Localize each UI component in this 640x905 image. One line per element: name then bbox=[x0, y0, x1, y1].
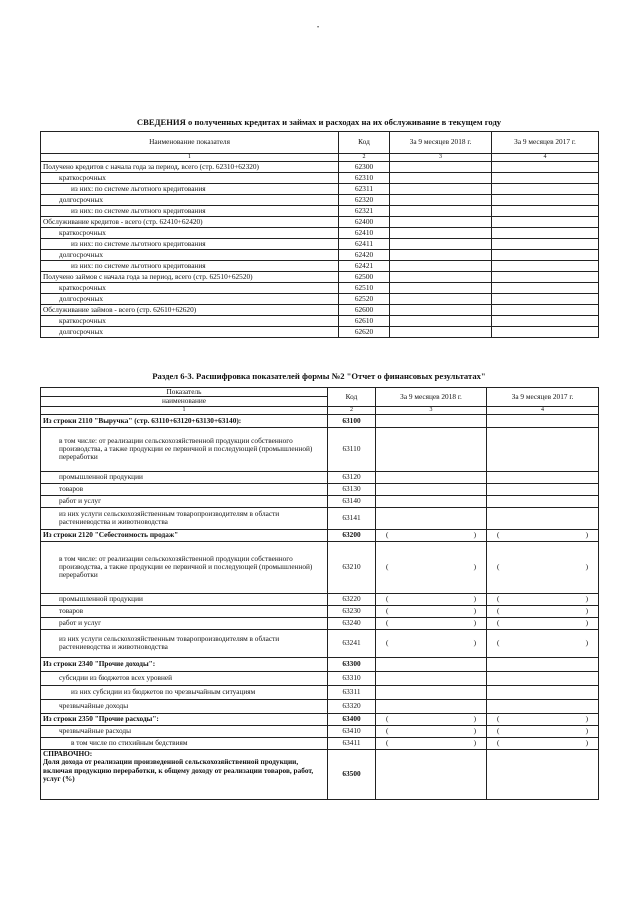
paren-open: ( bbox=[386, 594, 389, 604]
paren-open: ( bbox=[497, 530, 500, 540]
row-name: в том числе по стихийным бедствиям bbox=[41, 737, 328, 749]
table-row bbox=[41, 617, 599, 629]
value-cell bbox=[487, 725, 599, 737]
value-cell bbox=[390, 327, 492, 338]
table-row bbox=[41, 593, 599, 605]
table-row bbox=[41, 737, 599, 749]
value-cell bbox=[390, 261, 492, 272]
row-code: 62310 bbox=[339, 173, 390, 184]
header-col3: За 9 месяцев 2018 г. bbox=[390, 132, 492, 154]
row-code: 62510 bbox=[339, 283, 390, 294]
row-name: краткосрочных bbox=[41, 228, 339, 239]
value-cell bbox=[492, 261, 599, 272]
row-name: промышленной продукции bbox=[41, 471, 328, 483]
value-cell bbox=[376, 713, 487, 725]
paren-open: ( bbox=[497, 638, 500, 648]
header-col4: За 9 месяцев 2017 г. bbox=[487, 388, 599, 407]
value-cell bbox=[487, 541, 599, 593]
value-cell bbox=[492, 228, 599, 239]
paren-open: ( bbox=[497, 714, 500, 724]
row-name: промышленной продукции bbox=[41, 593, 328, 605]
value-cell bbox=[390, 294, 492, 305]
row-name: из них: по системе льготного кредитования bbox=[41, 261, 339, 272]
paren-open: ( bbox=[386, 618, 389, 628]
row-name: краткосрочных bbox=[41, 173, 339, 184]
row-name: Из строки 2110 "Выручка" (стр. 63110+63120+63130+63140): bbox=[41, 414, 328, 427]
section2-title: Раздел 6-3. Расшифровка показателей формы №2 "Отчет о финансовых результатах" bbox=[152, 371, 486, 381]
value-cell bbox=[487, 737, 599, 749]
table-row bbox=[41, 471, 599, 483]
header-num: 3 bbox=[376, 406, 487, 414]
value-cell bbox=[376, 427, 487, 471]
row-name: долгосрочных bbox=[41, 294, 339, 305]
value-cell bbox=[492, 184, 599, 195]
table-row bbox=[41, 206, 599, 217]
table-row bbox=[41, 495, 599, 507]
table-row bbox=[41, 507, 599, 529]
value-cell bbox=[487, 617, 599, 629]
value-cell bbox=[390, 283, 492, 294]
value-cell bbox=[376, 483, 487, 495]
row-code: 62600 bbox=[339, 305, 390, 316]
row-code: 63310 bbox=[328, 671, 376, 685]
value-cell bbox=[390, 272, 492, 283]
table-row bbox=[41, 162, 599, 173]
table-row bbox=[41, 671, 599, 685]
value-cell bbox=[492, 195, 599, 206]
value-cell bbox=[487, 629, 599, 657]
reference-code: 63500 bbox=[328, 749, 376, 799]
paren-close: ) bbox=[585, 594, 588, 604]
row-name: Получено займов с начала года за период, всего (стр. 62510+62520) bbox=[41, 272, 339, 283]
value-cell bbox=[376, 671, 487, 685]
row-code: 63200 bbox=[328, 529, 376, 541]
row-code: 62620 bbox=[339, 327, 390, 338]
table-row bbox=[41, 239, 599, 250]
table-row bbox=[41, 427, 599, 471]
value-cell bbox=[376, 605, 487, 617]
header-code: Код bbox=[339, 132, 390, 154]
paren-open: ( bbox=[386, 562, 389, 572]
value-cell bbox=[390, 239, 492, 250]
row-code: 62320 bbox=[339, 195, 390, 206]
value-cell bbox=[390, 228, 492, 239]
table-row bbox=[41, 173, 599, 184]
value-cell bbox=[390, 173, 492, 184]
row-code: 62311 bbox=[339, 184, 390, 195]
value-cell bbox=[376, 541, 487, 593]
value-cell bbox=[390, 206, 492, 217]
row-name: из них: по системе льготного кредитования bbox=[41, 206, 339, 217]
table-row bbox=[41, 685, 599, 699]
table-row bbox=[41, 294, 599, 305]
value-cell bbox=[487, 529, 599, 541]
value-cell bbox=[492, 305, 599, 316]
row-code: 63141 bbox=[328, 507, 376, 529]
table-row bbox=[41, 699, 599, 713]
paren-close: ) bbox=[473, 738, 476, 748]
table-row bbox=[41, 305, 599, 316]
row-name: работ и услуг bbox=[41, 617, 328, 629]
header-col4: За 9 месяцев 2017 г. bbox=[492, 132, 599, 154]
header-num: 3 bbox=[390, 154, 492, 162]
row-name: из них услуги сельскохозяйственным товаропроизводителям в области растениеводства и животноводства bbox=[41, 629, 328, 657]
table-row bbox=[41, 529, 599, 541]
row-code: 63320 bbox=[328, 699, 376, 713]
paren-close: ) bbox=[585, 606, 588, 616]
row-code: 62420 bbox=[339, 250, 390, 261]
value-cell bbox=[376, 414, 487, 427]
reference-text: Доля дохода от реализации произведенной сельскохозяйственной продукции, включая продукцию переработки, к общему доходу от реализации товаров, работ, услуг (%) bbox=[43, 757, 314, 783]
header-name: Наименование показателя bbox=[41, 132, 339, 154]
row-code: 62520 bbox=[339, 294, 390, 305]
table-row bbox=[41, 657, 599, 671]
paren-close: ) bbox=[585, 562, 588, 572]
row-code: 63300 bbox=[328, 657, 376, 671]
paren-close: ) bbox=[473, 562, 476, 572]
row-name: Получено кредитов с начала года за период, всего (стр. 62310+62320) bbox=[41, 162, 339, 173]
financial-results-table bbox=[40, 387, 599, 800]
table-row bbox=[41, 316, 599, 327]
value-cell bbox=[376, 529, 487, 541]
row-code: 63311 bbox=[328, 685, 376, 699]
paren-close: ) bbox=[585, 726, 588, 736]
row-code: 63230 bbox=[328, 605, 376, 617]
paren-close: ) bbox=[473, 618, 476, 628]
row-name: Обслуживание займов - всего (стр. 62610+62620) bbox=[41, 305, 339, 316]
value-cell bbox=[487, 749, 599, 799]
value-cell bbox=[376, 737, 487, 749]
value-cell bbox=[487, 471, 599, 483]
header-num: 2 bbox=[339, 154, 390, 162]
value-cell bbox=[492, 283, 599, 294]
value-cell bbox=[390, 162, 492, 173]
value-cell bbox=[492, 272, 599, 283]
paren-open: ( bbox=[386, 714, 389, 724]
header-indicator: Показатель bbox=[41, 388, 328, 397]
row-name: из них субсидии из бюджетов по чрезвычайным ситуациям bbox=[41, 685, 328, 699]
scan-mark: • bbox=[317, 25, 320, 31]
row-name: Из строки 2120 "Себестоимость продаж" bbox=[41, 529, 328, 541]
row-name: чрезвычайные доходы bbox=[41, 699, 328, 713]
row-code: 63240 bbox=[328, 617, 376, 629]
value-cell bbox=[492, 206, 599, 217]
paren-close: ) bbox=[473, 594, 476, 604]
row-code: 62411 bbox=[339, 239, 390, 250]
paren-open: ( bbox=[497, 562, 500, 572]
value-cell bbox=[492, 316, 599, 327]
value-cell bbox=[492, 250, 599, 261]
paren-close: ) bbox=[473, 726, 476, 736]
row-name: долгосрочных bbox=[41, 327, 339, 338]
row-name: из них: по системе льготного кредитования bbox=[41, 184, 339, 195]
value-cell bbox=[376, 617, 487, 629]
table-row bbox=[41, 261, 599, 272]
value-cell bbox=[487, 685, 599, 699]
row-name: из них: по системе льготного кредитования bbox=[41, 239, 339, 250]
value-cell bbox=[492, 173, 599, 184]
reference-cell bbox=[41, 749, 328, 799]
table-row bbox=[41, 541, 599, 593]
header-name: наименование bbox=[41, 397, 328, 406]
table-row bbox=[41, 605, 599, 617]
row-name: чрезвычайные расходы bbox=[41, 725, 328, 737]
table-row bbox=[41, 184, 599, 195]
row-code: 62610 bbox=[339, 316, 390, 327]
row-name: Из строки 2350 "Прочие расходы": bbox=[41, 713, 328, 725]
value-cell bbox=[390, 217, 492, 228]
value-cell bbox=[492, 217, 599, 228]
row-code: 63410 bbox=[328, 725, 376, 737]
table-row bbox=[41, 283, 599, 294]
table-row bbox=[41, 327, 599, 338]
header-code: Код bbox=[328, 388, 376, 407]
row-code: 63400 bbox=[328, 713, 376, 725]
value-cell bbox=[487, 414, 599, 427]
header-col3: За 9 месяцев 2018 г. bbox=[376, 388, 487, 407]
paren-open: ( bbox=[386, 738, 389, 748]
row-name: товаров bbox=[41, 605, 328, 617]
row-name: из них услуги сельскохозяйственным товаропроизводителям в области растениеводства и животноводства bbox=[41, 507, 328, 529]
value-cell bbox=[376, 749, 487, 799]
row-name: Обслуживание кредитов - всего (стр. 62410+62420) bbox=[41, 217, 339, 228]
value-cell bbox=[376, 629, 487, 657]
value-cell bbox=[487, 713, 599, 725]
paren-close: ) bbox=[585, 618, 588, 628]
paren-open: ( bbox=[497, 606, 500, 616]
paren-close: ) bbox=[585, 638, 588, 648]
value-cell bbox=[390, 184, 492, 195]
paren-close: ) bbox=[473, 530, 476, 540]
row-code: 63120 bbox=[328, 471, 376, 483]
row-name: в том числе: от реализации сельскохозяйственной продукции собственного производства, а также продукции ее первичной и последующей (промышленной) переработки bbox=[41, 427, 328, 471]
row-name: долгосрочных bbox=[41, 250, 339, 261]
table-row bbox=[41, 228, 599, 239]
section1-title: СВЕДЕНИЯ о полученных кредитах и займах и расходах на их обслуживание в текущем году bbox=[136, 117, 502, 127]
header-num: 1 bbox=[41, 154, 339, 162]
value-cell bbox=[390, 195, 492, 206]
value-cell bbox=[492, 162, 599, 173]
paren-open: ( bbox=[386, 726, 389, 736]
paren-open: ( bbox=[497, 618, 500, 628]
header-num: 4 bbox=[487, 406, 599, 414]
row-name: товаров bbox=[41, 483, 328, 495]
value-cell bbox=[376, 471, 487, 483]
value-cell bbox=[487, 593, 599, 605]
row-code: 63140 bbox=[328, 495, 376, 507]
value-cell bbox=[376, 507, 487, 529]
credits-table bbox=[40, 131, 599, 338]
value-cell bbox=[390, 250, 492, 261]
table-row bbox=[41, 713, 599, 725]
table-row bbox=[41, 725, 599, 737]
value-cell bbox=[492, 327, 599, 338]
row-name: субсидии из бюджетов всех уровней bbox=[41, 671, 328, 685]
value-cell bbox=[492, 294, 599, 305]
row-code: 63130 bbox=[328, 483, 376, 495]
paren-close: ) bbox=[585, 714, 588, 724]
row-name: краткосрочных bbox=[41, 316, 339, 327]
row-code: 63210 bbox=[328, 541, 376, 593]
value-cell bbox=[487, 605, 599, 617]
row-code: 63100 bbox=[328, 414, 376, 427]
row-code: 62400 bbox=[339, 217, 390, 228]
header-num: 4 bbox=[492, 154, 599, 162]
value-cell bbox=[487, 507, 599, 529]
row-name: в том числе: от реализации сельскохозяйственной продукции собственного производства, а также продукции ее первичной и последующей (промышленной) переработки bbox=[41, 541, 328, 593]
value-cell bbox=[390, 316, 492, 327]
row-code: 62321 bbox=[339, 206, 390, 217]
value-cell bbox=[376, 657, 487, 671]
header-num: 2 bbox=[328, 406, 376, 414]
header-num: 1 bbox=[41, 406, 328, 414]
paren-close: ) bbox=[473, 606, 476, 616]
value-cell bbox=[487, 427, 599, 471]
value-cell bbox=[390, 305, 492, 316]
paren-close: ) bbox=[473, 638, 476, 648]
value-cell bbox=[492, 239, 599, 250]
value-cell bbox=[376, 699, 487, 713]
row-name: долгосрочных bbox=[41, 195, 339, 206]
table-row bbox=[41, 195, 599, 206]
paren-open: ( bbox=[386, 638, 389, 648]
row-code: 63110 bbox=[328, 427, 376, 471]
reference-label: СПРАВОЧНО: bbox=[43, 749, 93, 758]
row-code: 63241 bbox=[328, 629, 376, 657]
table-row bbox=[41, 414, 599, 427]
row-name: краткосрочных bbox=[41, 283, 339, 294]
value-cell bbox=[487, 699, 599, 713]
row-code: 62500 bbox=[339, 272, 390, 283]
row-code: 63220 bbox=[328, 593, 376, 605]
table-row bbox=[41, 217, 599, 228]
paren-close: ) bbox=[585, 530, 588, 540]
row-code: 62421 bbox=[339, 261, 390, 272]
paren-close: ) bbox=[473, 714, 476, 724]
value-cell bbox=[487, 495, 599, 507]
table-row bbox=[41, 483, 599, 495]
paren-open: ( bbox=[497, 738, 500, 748]
row-name: Из строки 2340 "Прочие доходы": bbox=[41, 657, 328, 671]
value-cell bbox=[487, 671, 599, 685]
paren-open: ( bbox=[497, 594, 500, 604]
value-cell bbox=[487, 483, 599, 495]
paren-open: ( bbox=[386, 530, 389, 540]
table-row bbox=[41, 250, 599, 261]
value-cell bbox=[376, 495, 487, 507]
value-cell bbox=[376, 685, 487, 699]
paren-open: ( bbox=[497, 726, 500, 736]
paren-close: ) bbox=[585, 738, 588, 748]
row-code: 63411 bbox=[328, 737, 376, 749]
table-row bbox=[41, 629, 599, 657]
paren-open: ( bbox=[386, 606, 389, 616]
row-name: работ и услуг bbox=[41, 495, 328, 507]
value-cell bbox=[487, 657, 599, 671]
value-cell bbox=[376, 725, 487, 737]
table-row bbox=[41, 272, 599, 283]
row-code: 62300 bbox=[339, 162, 390, 173]
row-code: 62410 bbox=[339, 228, 390, 239]
value-cell bbox=[376, 593, 487, 605]
